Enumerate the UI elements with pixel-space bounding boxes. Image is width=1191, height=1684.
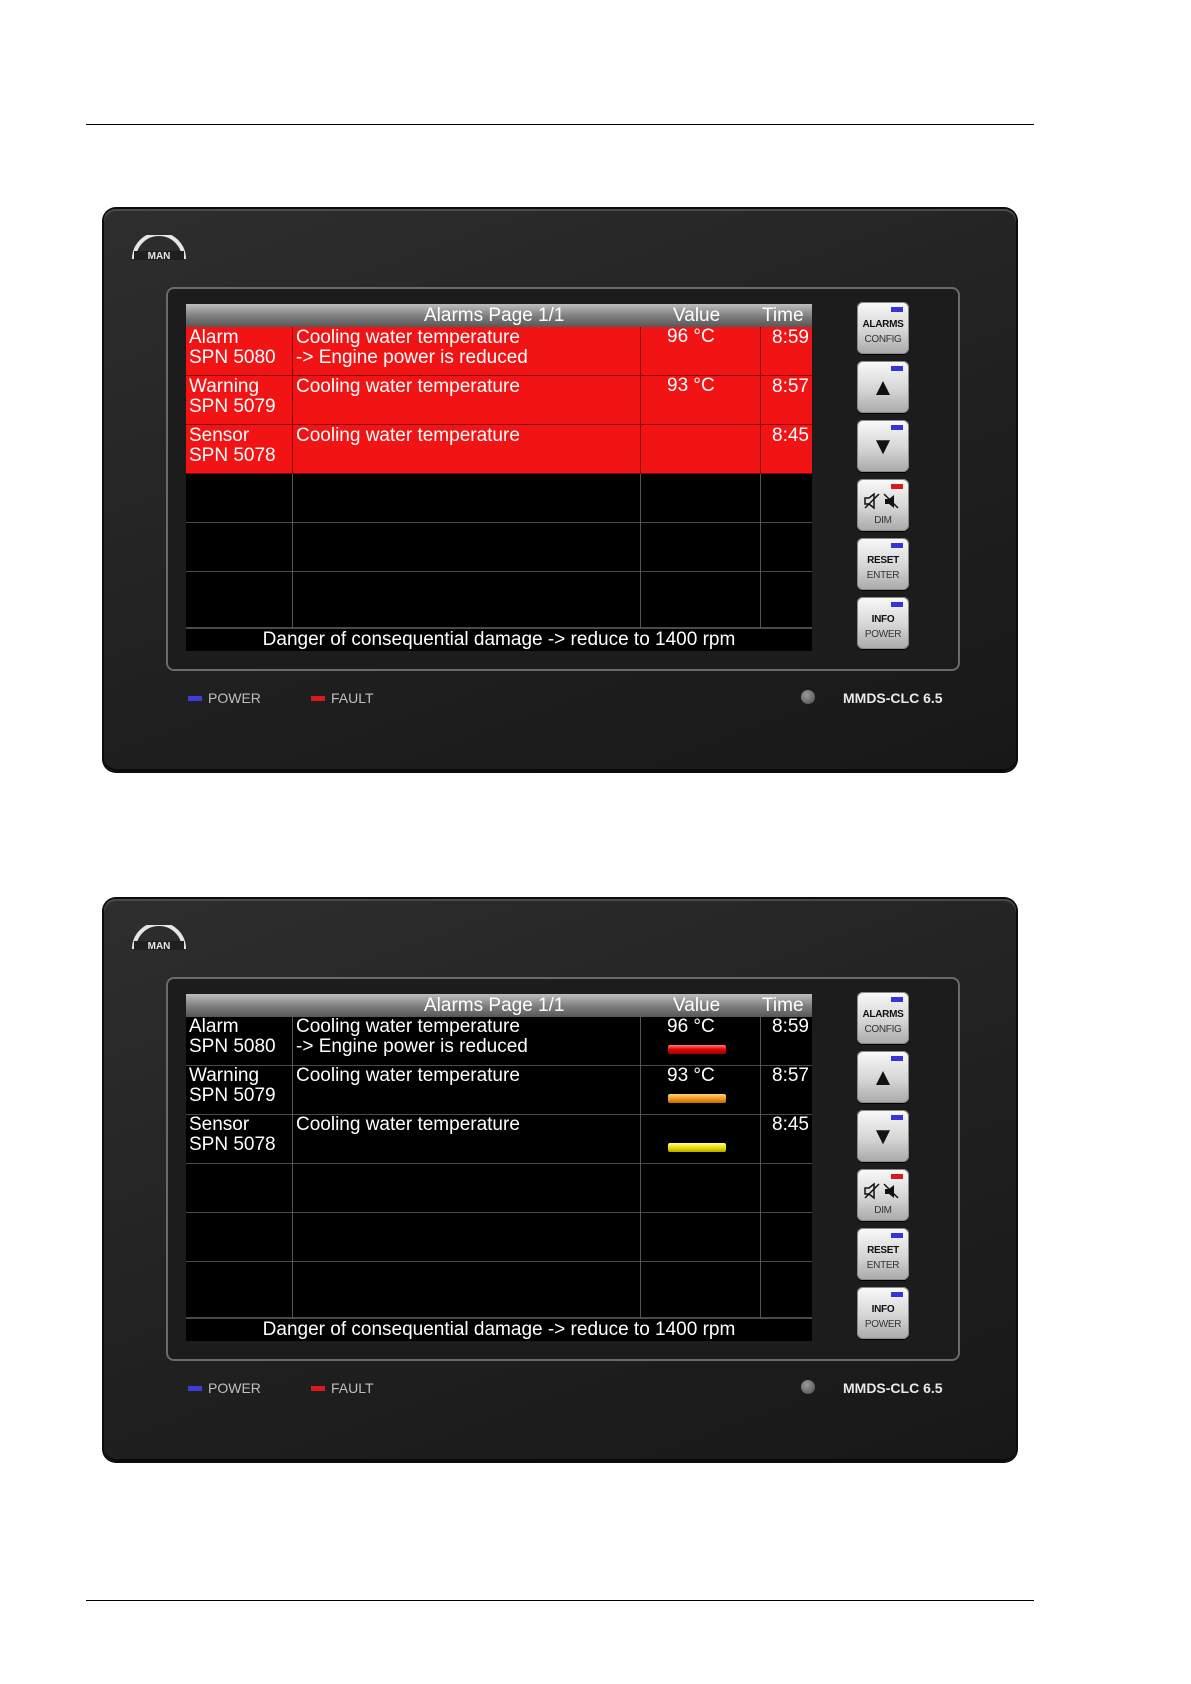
power-led bbox=[188, 696, 202, 701]
alarm-spn: SPN 5079 bbox=[189, 396, 276, 417]
fault-led-label: FAULT bbox=[331, 1380, 374, 1396]
footer-rule bbox=[86, 1600, 1034, 1601]
column-header-value: Value bbox=[673, 305, 721, 326]
column-header-time: Time bbox=[762, 305, 804, 326]
alarm-table-header bbox=[186, 304, 812, 327]
display-panel-1 bbox=[104, 209, 1016, 771]
mute-dim-button[interactable] bbox=[857, 1169, 909, 1221]
alarm-time: 8:57 bbox=[772, 1065, 809, 1086]
info-power-button[interactable] bbox=[857, 597, 909, 649]
table-row-empty bbox=[186, 474, 812, 523]
fault-led-label: FAULT bbox=[331, 690, 374, 706]
table-row[interactable] bbox=[186, 1115, 812, 1164]
fault-led bbox=[311, 1386, 325, 1391]
alarm-value: 93 °C bbox=[667, 375, 715, 396]
mute-icon bbox=[863, 1181, 903, 1201]
table-row-empty bbox=[186, 1164, 812, 1213]
status-message: Danger of consequential damage -> reduce to 1400 rpm bbox=[186, 628, 812, 651]
alarm-time: 8:59 bbox=[772, 1016, 809, 1037]
mute-dim-button[interactable] bbox=[857, 479, 909, 531]
reset-label: RESET bbox=[867, 1245, 899, 1256]
alarm-time: 8:57 bbox=[772, 376, 809, 397]
down-button[interactable] bbox=[857, 1110, 909, 1162]
button-led bbox=[891, 1174, 903, 1179]
svg-text:MAN: MAN bbox=[147, 941, 171, 952]
status-message: Danger of consequential damage -> reduce to 1400 rpm bbox=[186, 1318, 812, 1341]
enter-label: ENTER bbox=[866, 570, 900, 581]
table-row-empty bbox=[186, 1262, 812, 1318]
alarm-type: Sensor bbox=[189, 425, 250, 446]
mute-icon bbox=[863, 491, 903, 511]
column-header-time: Time bbox=[762, 995, 804, 1016]
alarm-spn: SPN 5079 bbox=[189, 1085, 276, 1106]
alarm-type: Alarm bbox=[189, 1016, 239, 1037]
power-led bbox=[188, 1386, 202, 1391]
button-led bbox=[891, 425, 903, 430]
alarm-description-detail: -> Engine power is reduced bbox=[296, 347, 528, 368]
power-led-label: POWER bbox=[208, 1380, 261, 1396]
button-led bbox=[891, 997, 903, 1002]
table-row[interactable] bbox=[186, 1066, 812, 1115]
enter-label: ENTER bbox=[866, 1260, 900, 1271]
fault-led bbox=[311, 696, 325, 701]
alarm-type: Warning bbox=[189, 376, 260, 397]
info-power-button[interactable] bbox=[857, 1287, 909, 1339]
severity-bar-warning bbox=[668, 1094, 726, 1103]
button-led bbox=[891, 602, 903, 607]
table-row[interactable] bbox=[186, 327, 812, 376]
config-label: CONFIG bbox=[864, 334, 902, 345]
alarm-time: 8:45 bbox=[772, 425, 809, 446]
alarm-spn: SPN 5078 bbox=[189, 445, 276, 466]
page-title: Alarms Page 1/1 bbox=[424, 305, 565, 326]
alarm-table-header bbox=[186, 994, 812, 1017]
table-row[interactable] bbox=[186, 376, 812, 425]
light-sensor bbox=[801, 690, 815, 704]
table-row[interactable] bbox=[186, 1017, 812, 1066]
alarm-spn: SPN 5080 bbox=[189, 347, 276, 368]
alarm-description: Cooling water temperature bbox=[296, 327, 520, 348]
alarm-spn: SPN 5080 bbox=[189, 1036, 276, 1057]
dim-label: DIM bbox=[874, 1205, 892, 1216]
alarm-description: Cooling water temperature bbox=[296, 1016, 520, 1037]
button-led bbox=[891, 484, 903, 489]
button-led bbox=[891, 1233, 903, 1238]
table-row[interactable] bbox=[186, 425, 812, 474]
alarm-value: 96 °C bbox=[667, 326, 715, 347]
info-label: INFO bbox=[871, 614, 895, 625]
alarm-time: 8:45 bbox=[772, 1114, 809, 1135]
alarms-config-button[interactable] bbox=[857, 992, 909, 1044]
button-led bbox=[891, 366, 903, 371]
button-led bbox=[891, 307, 903, 312]
svg-text:MAN: MAN bbox=[147, 251, 171, 262]
arrow-down-icon: ▼ bbox=[871, 1123, 895, 1150]
alarm-description: Cooling water temperature bbox=[296, 1065, 520, 1086]
power-led-label: POWER bbox=[208, 690, 261, 706]
arrow-up-icon: ▲ bbox=[871, 1064, 895, 1091]
display-panel-2 bbox=[104, 899, 1016, 1461]
alarm-description-detail: -> Engine power is reduced bbox=[296, 1036, 528, 1057]
alarm-spn: SPN 5078 bbox=[189, 1134, 276, 1155]
arrow-down-icon: ▼ bbox=[871, 433, 895, 460]
table-row-empty bbox=[186, 572, 812, 628]
alarm-value: 96 °C bbox=[667, 1016, 715, 1037]
alarm-screen bbox=[186, 304, 812, 651]
button-led bbox=[891, 1056, 903, 1061]
light-sensor bbox=[801, 1380, 815, 1394]
alarm-description: Cooling water temperature bbox=[296, 376, 520, 397]
up-button[interactable] bbox=[857, 1051, 909, 1103]
config-label: CONFIG bbox=[864, 1024, 902, 1035]
alarm-time: 8:59 bbox=[772, 327, 809, 348]
arrow-up-icon: ▲ bbox=[871, 374, 895, 401]
up-button[interactable] bbox=[857, 361, 909, 413]
alarms-label: ALARMS bbox=[862, 319, 904, 330]
button-led bbox=[891, 1115, 903, 1120]
man-logo bbox=[130, 235, 188, 263]
down-button[interactable] bbox=[857, 420, 909, 472]
severity-bar-alarm bbox=[668, 1045, 726, 1054]
reset-enter-button[interactable] bbox=[857, 1228, 909, 1280]
alarm-value: 93 °C bbox=[667, 1065, 715, 1086]
alarms-config-button[interactable] bbox=[857, 302, 909, 354]
header-rule bbox=[86, 124, 1034, 125]
alarm-type: Warning bbox=[189, 1065, 260, 1086]
severity-bar-sensor bbox=[668, 1143, 726, 1152]
device-model: MMDS-CLC 6.5 bbox=[843, 1380, 943, 1396]
page-title: Alarms Page 1/1 bbox=[424, 995, 565, 1016]
alarm-type: Sensor bbox=[189, 1114, 250, 1135]
alarms-label: ALARMS bbox=[862, 1009, 904, 1020]
dim-label: DIM bbox=[874, 515, 892, 526]
man-logo bbox=[130, 925, 188, 953]
button-led bbox=[891, 1292, 903, 1297]
column-header-value: Value bbox=[673, 995, 721, 1016]
device-model: MMDS-CLC 6.5 bbox=[843, 690, 943, 706]
alarm-type: Alarm bbox=[189, 327, 239, 348]
table-row-empty bbox=[186, 523, 812, 572]
power-label: POWER bbox=[864, 1319, 902, 1330]
power-label: POWER bbox=[864, 629, 902, 640]
button-led bbox=[891, 543, 903, 548]
alarm-screen bbox=[186, 994, 812, 1341]
table-row-empty bbox=[186, 1213, 812, 1262]
info-label: INFO bbox=[871, 1304, 895, 1315]
reset-label: RESET bbox=[867, 555, 899, 566]
alarm-description: Cooling water temperature bbox=[296, 425, 520, 446]
reset-enter-button[interactable] bbox=[857, 538, 909, 590]
alarm-description: Cooling water temperature bbox=[296, 1114, 520, 1135]
